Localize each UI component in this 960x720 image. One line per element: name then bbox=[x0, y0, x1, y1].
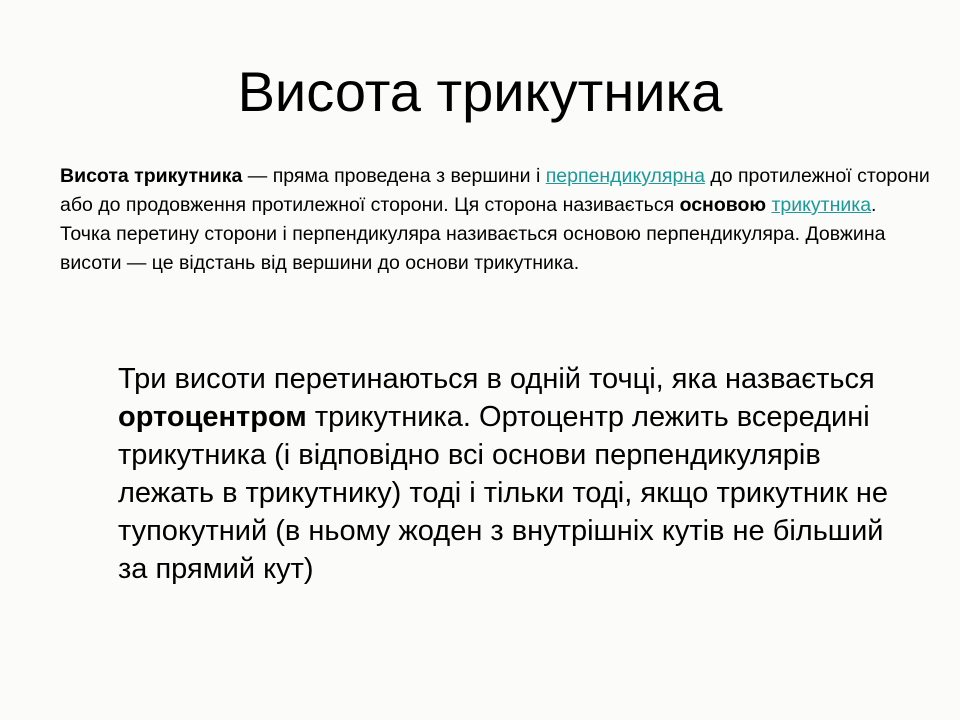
orthocenter-text-1: Три висоти перетинаються в одній точці, яка назвається bbox=[118, 363, 875, 395]
definition-term: Висота трикутника bbox=[60, 165, 243, 187]
perpendicular-link[interactable]: перпендикулярна bbox=[545, 165, 705, 187]
slide-title: Висота трикутника bbox=[237, 60, 723, 123]
definition-text-1: — пряма проведена з вершини і bbox=[242, 165, 546, 187]
definition-paragraph bbox=[60, 162, 930, 278]
orthocenter-text-2: трикутника. Ортоцентр лежить всередині трикутника (і відповідно всі основи перпендикулярів лежать в трикутнику) тоді і тільки тоді, якщо трикутник не тупокутний (в ньому жоден з внутрішніх кутів не більший за прямий кут) bbox=[118, 401, 888, 585]
orthocenter-paragraph bbox=[118, 360, 898, 588]
definition-text-2: до протилежної сторони або до продовження протилежної сторони. Ця сторона називається bbox=[60, 165, 930, 216]
triangle-link[interactable]: трикутника bbox=[771, 194, 872, 216]
definition-text-4: . Точка перетину сторони і перпендикуляра називається основою перпендикуляра. Довжина висоти — це відстань від вершини до основи трикутника. bbox=[60, 194, 886, 274]
orthocenter-term: ортоцентром bbox=[118, 401, 307, 433]
base-term: основою bbox=[679, 194, 767, 216]
